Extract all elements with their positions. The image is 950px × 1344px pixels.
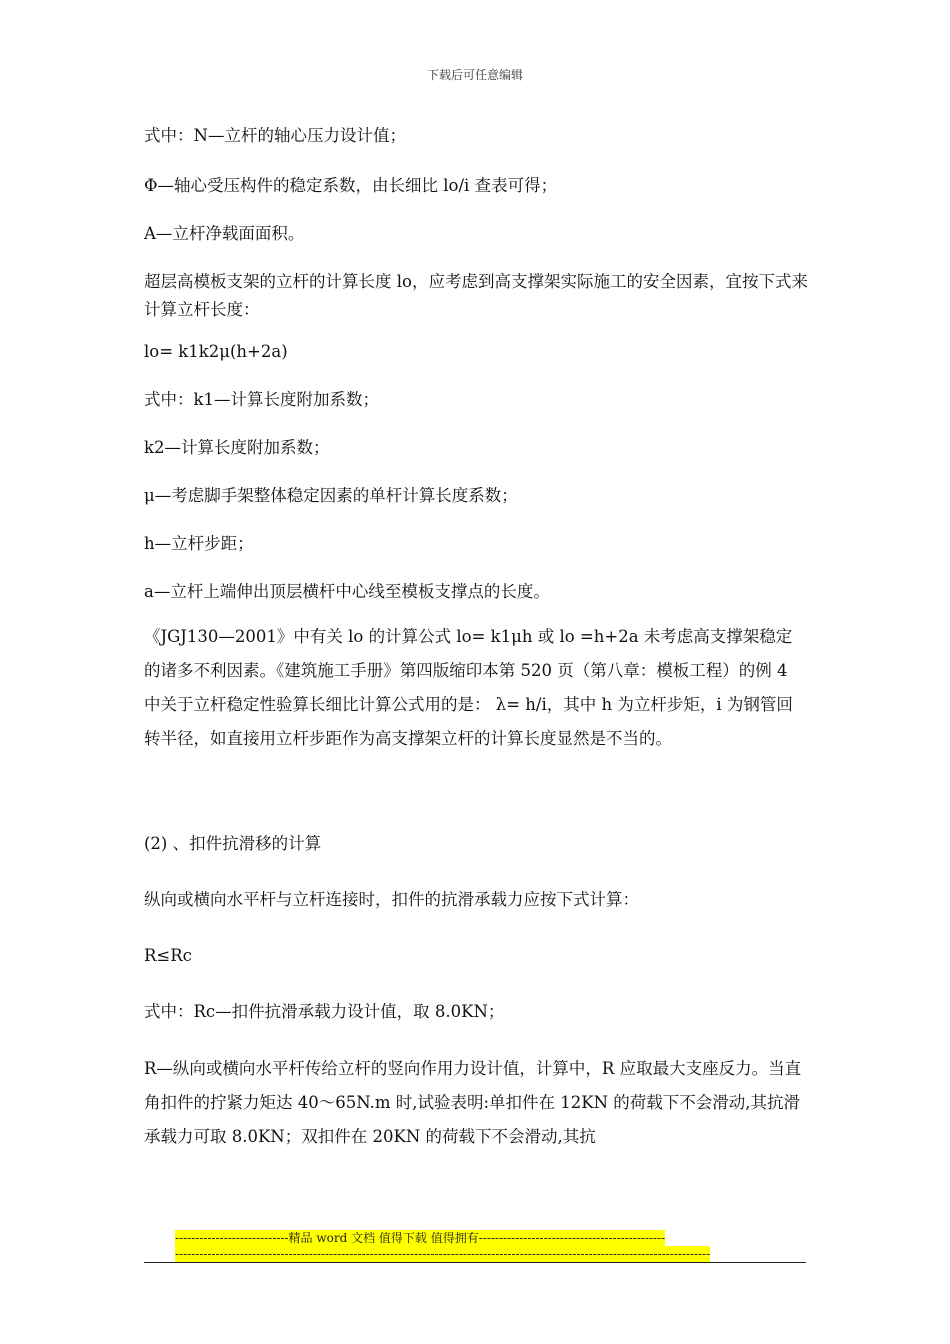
paragraph: 《JGJ130—2001》中有关 lo 的计算公式 lo= k1μh 或 lo =h+2a 未考虑高支撑架稳定的诸多不利因素。《建筑施工手册》第四版缩印本第 520 页（第八章：模板工程）的例 4 中关于立杆稳定性验算长细比计算公式用的是： λ= h/i，其中 h 为立杆步矩，i 为钢管回转半径，如直接用立杆步距作为高支撑架立杆的计算长度显然是不当的。 (144, 627, 793, 748)
formula: R≤Rc (144, 946, 192, 965)
paragraph: a—立杆上端伸出顶层横杆中心线至模板支撑点的长度。 (144, 582, 550, 601)
paragraph: Φ—轴心受压构件的稳定系数，由长细比 lo/i 查表可得； (144, 176, 558, 195)
footer-line-1: ----------------------------精品 word 文档 值得下载 值得拥有---------------------------------------------- (175, 1231, 666, 1245)
footer-banner (175, 1230, 775, 1261)
paragraph: 纵向或横向水平杆与立杆连接时，扣件的抗滑承载力应按下式计算： (144, 890, 639, 909)
paragraph: h—立杆步距； (144, 534, 254, 553)
footer-line-2: ------------------------------------------------------------------------------------------------------------------------------------ (175, 1247, 711, 1261)
paragraph: R—纵向或横向水平杆传给立杆的竖向作用力设计值，计算中，R 应取最大支座反力。当直角扣件的拧紧力矩达 40～65N.m 时,试验表明:单扣件在 12KN 的荷载下不会滑动,其抗滑承载力可取 8.0KN；双扣件在 20KN 的荷载下不会滑动,其抗 (144, 1059, 802, 1146)
paragraph: k2—计算长度附加系数； (144, 438, 330, 457)
footer-rule (144, 1262, 806, 1263)
paragraph: 超层高模板支架的立杆的计算长度 lo，应考虑到高支撑架实际施工的安全因素，宜按下式来计算立杆长度： (144, 272, 808, 319)
formula: lo= k1k2μ(h+2a) (144, 342, 288, 361)
page-header: 下载后可任意编辑 (426, 68, 523, 82)
paragraph: A—立杆净载面面积。 (144, 224, 305, 243)
paragraph: 式中：Rc—扣件抗滑承载力设计值，取 8.0KN； (144, 1002, 505, 1021)
section-heading: (2) 、扣件抗滑移的计算 (144, 834, 322, 853)
paragraph: 式中：N—立杆的轴心压力设计值； (144, 126, 406, 145)
paragraph: μ—考虑脚手架整体稳定因素的单杆计算长度系数； (144, 486, 518, 505)
paragraph: 式中：k1—计算长度附加系数； (144, 390, 379, 409)
